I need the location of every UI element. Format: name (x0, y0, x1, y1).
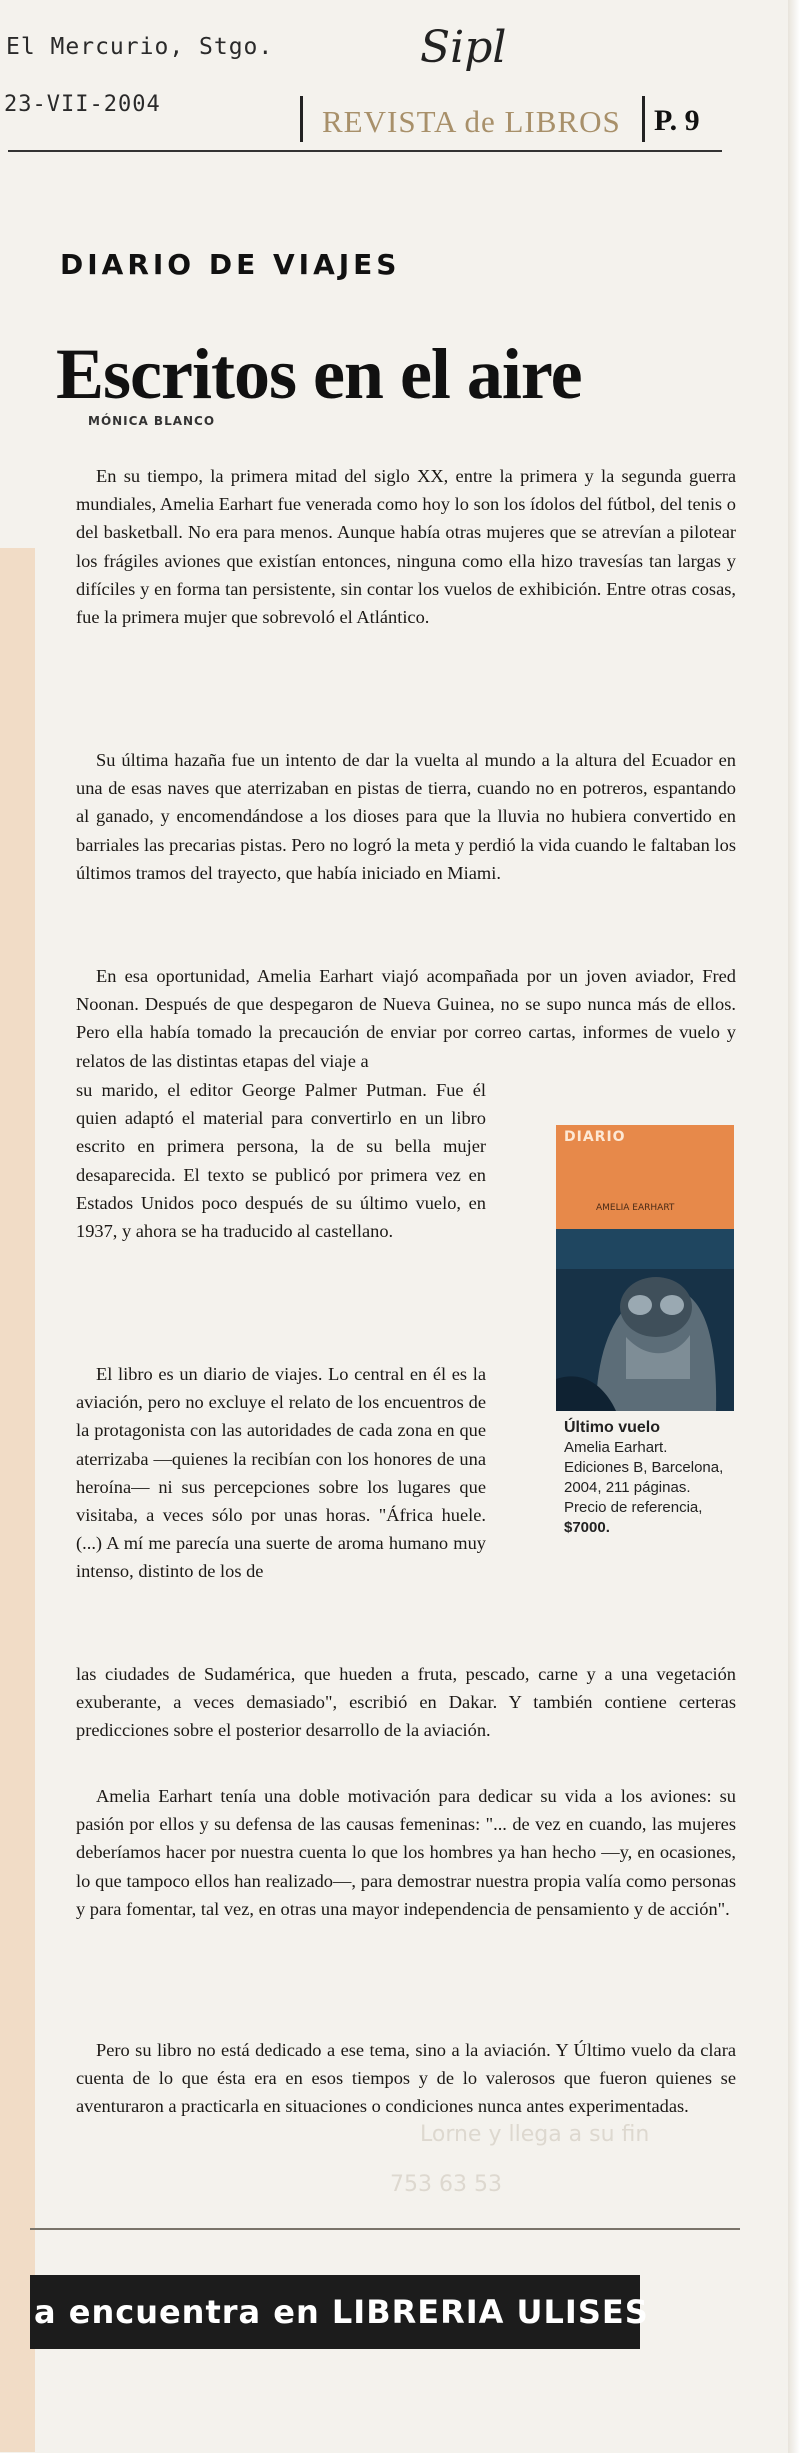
book-title: Último vuelo (564, 1419, 661, 1436)
signature: Sipl (420, 22, 507, 73)
paper-edge (788, 0, 800, 2453)
aviator-portrait-image (556, 1229, 734, 1411)
cover-author: AMELIA EARHART (596, 1203, 675, 1213)
bookstore-banner (30, 2275, 649, 2349)
article-paragraph: Amelia Earhart tenía una doble motivación para dedicar su vida a los aviones: su pasión por ellos y su defensa de las causas femeninas: "... de vez en cuando, las mujeres deberíamos hacer por nuestra cuenta lo que los hombres ya han hecho —y, en ocasiones, lo que tampoco ellos han realizado—, para demostrar nuestra propia valía como personas y para fomentar, tal vez, en otras una mayor independencia de pensamiento y de acción". (76, 1786, 736, 1919)
banner-text: a encuentra en LIBRERIA ULISES (34, 2293, 649, 2331)
header-divider (642, 96, 645, 142)
book-cover-image (556, 1125, 734, 1411)
header-rule (8, 150, 722, 152)
ghost-text: 753 63 53 (390, 2172, 502, 2197)
article-paragraph: su marido, el editor George Palmer Putman. Fue él quien adaptó el material para convertirlo en un libro escrito en primera persona, la de su bella mujer desaparecida. El texto se publicó por primera vez en Estados Unidos poco después de su último vuelo, en 1937, y ahora se ha traducido al castellano. (76, 1080, 486, 1242)
cover-band (556, 1125, 734, 1229)
article-paragraph: En esa oportunidad, Amelia Earhart viajó acompañada por un joven aviador, Fred Noonan. Después de que despegaron de Nueva Guinea, no se supo nunca más de ellos. Pero ella había tomado la precaución de enviar por correo cartas, informes de vuelo y relatos de las distintas etapas del viaje a (76, 966, 736, 1071)
handwritten-source: El Mercurio, Stgo. (6, 34, 274, 60)
article-paragraph: las ciudades de Sudamérica, que hueden a fruta, pescado, carne y a una vegetación exuberante, a veces demasiado", escribió en Dakar. Y también contiene certeras predicciones sobre el posterior desarrollo de la aviación. (76, 1664, 736, 1741)
footer-rule (30, 2228, 740, 2230)
ghost-text: Lorne y llega a su fin (420, 2122, 650, 2147)
section-header (300, 96, 718, 146)
article-paragraph: Su última hazaña fue un intento de dar la vuelta al mundo a la altura del Ecuador en una de esas naves que aterrizaban en pistas de tierra, cuando no en potreros, espantando al ganado, y encomendándose a los dioses para que la lluvia no hubiera convertido en barriales las precarias pistas. Pero no logró la meta y perdió la vida cuando le faltaban los últimos tramos del trayecto, que había iniciado en Miami. (76, 750, 736, 883)
cover-title: DIARIO (564, 1129, 626, 1145)
left-margin-strip (0, 548, 35, 2452)
section-name: REVISTA de LIBROS (322, 104, 621, 139)
article-paragraph: El libro es un diario de viajes. Lo central en él es la aviación, pero no excluye el relato de los encuentros de la protagonista con las autoridades de cada zona en que aterrizaba —quienes la recibían con los honores de una heroína— ni sus percepciones sobre los lugares que visitaba, a veces sólo por unas horas. "África huele. (...) A mí me parecía una suerte de aroma humano muy intenso, distinto de los de (76, 1364, 486, 1582)
book-price: $7000. (564, 1519, 610, 1536)
header-divider (300, 96, 303, 142)
book-details: Amelia Earhart. Ediciones B, Barcelona, 2004, 211 páginas. Precio de referencia, (564, 1439, 724, 1516)
article-paragraph: En su tiempo, la primera mitad del siglo XX, entre la primera y la segunda guerra mundiales, Amelia Earhart fue venerada como hoy lo son los ídolos del fútbol, del tenis o del basketball. No era para menos. Aunque había otras mujeres que se atrevían a pilotear los frágiles aviones que existían entonces, ninguna como ella hizo travesías tan largas y difíciles y en forma tan persistente, sin contar los vuelos de exhibición. Entre otras cosas, fue la primera mujer que sobrevoló el Atlántico. (76, 466, 736, 628)
book-caption (564, 1418, 734, 1538)
headline: Escritos en el aire (56, 334, 582, 415)
section-label: DIARIO DE VIAJES (60, 248, 401, 281)
article-paragraph: Pero su libro no está dedicado a ese tema, sino a la aviación. Y Último vuelo da clara cuenta de lo que ésta era en esos tiempos y de lo valerosos que fueron quienes se aventuraron a practicarla en situaciones o condiciones nunca antes experimentadas. (76, 2040, 736, 2117)
page-number: P. 9 (654, 104, 700, 137)
byline: MÓNICA BLANCO (88, 414, 216, 428)
handwritten-date: 23-VII-2004 (4, 92, 161, 117)
